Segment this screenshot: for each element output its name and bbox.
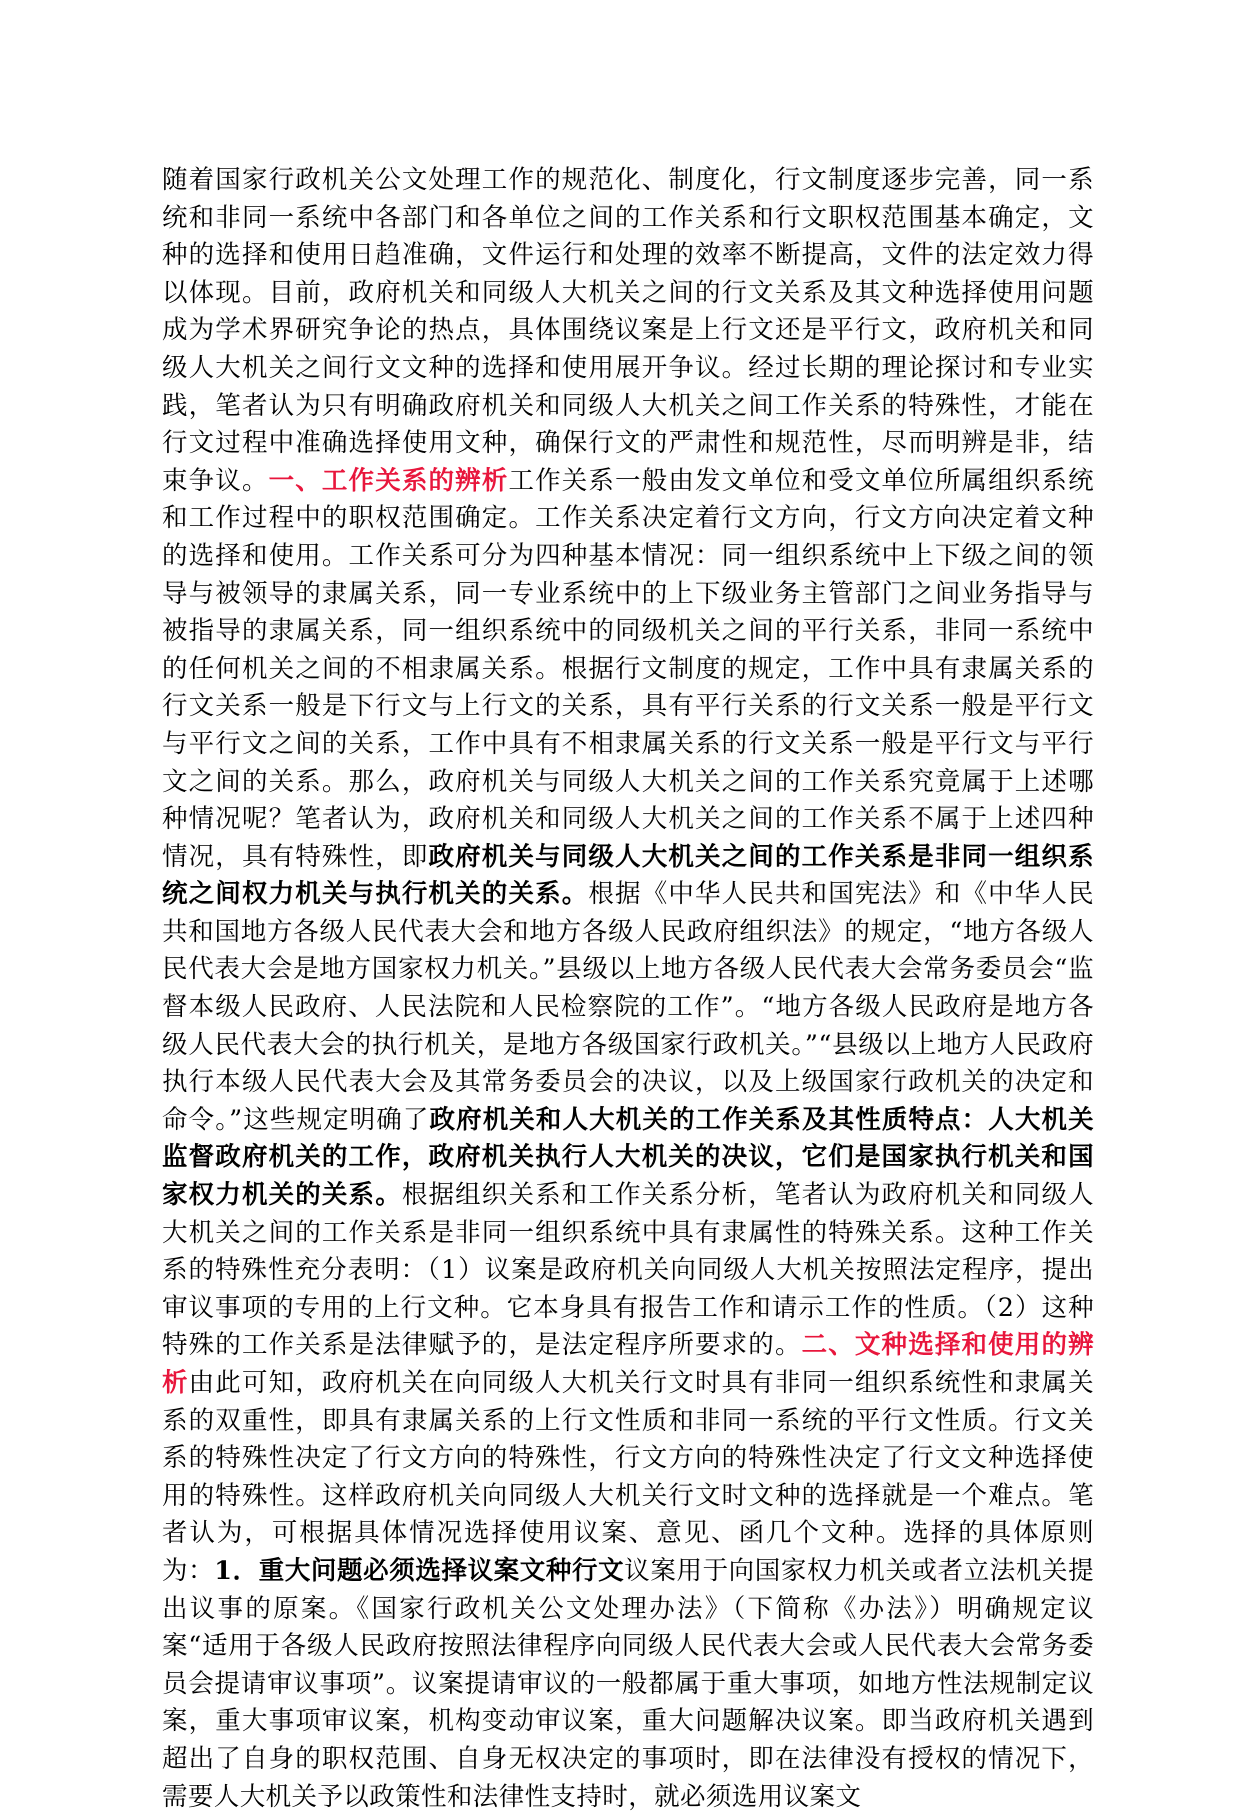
article-body — [162, 162, 1094, 1816]
section-heading-2: 二、文种选择和使用的辨析 — [162, 1330, 1094, 1398]
section1-bold-2: 政府机关和人大机关的工作关系及其性质特点：人大机关监督政府机关的工作，政府机关执行人大机关的决议，它们是国家执行机关和国家权力机关的关系。 — [162, 1104, 1094, 1211]
section2-text-1: 由此可知，政府机关在向同级人大机关行文时具有非同一组织系统性和隶属关系的双重性，即具有隶属关系的上行文性质和非同一系统的平行文性质。行文关系的特殊性决定了行文方向的特殊性，行文方向的特殊性决定了行文文种选择使用的特殊性。这样政府机关向同级人大机关行文时文种的选择就是一个难点。笔者认为，可根据具体情况选择使用议案、意见、函几个文种。选择的具体原则为： — [162, 1368, 1094, 1586]
section1-text-3: 根据组织关系和工作关系分析，笔者认为政府机关和同级人大机关之间的工作关系是非同一组织系统中具有隶属性的特殊关系。这种工作关系的特殊性充分表明：（1）议案是政府机关向同级人大机关按照法定程序，提出审议事项的专用的上行文种。它本身具有报告工作和请示工作的性质。（2）这种特殊的工作关系是法律赋予的，是法定程序所要求的。 — [162, 1180, 1094, 1361]
section1-text-1: 工作关系一般由发文单位和受文单位所属组织系统和工作过程中的职权范围确定。工作关系决定着行文方向，行文方向决定着文种的选择和使用。工作关系可分为四种基本情况：同一组织系统中上下级之间的领导与被领导的隶属关系，同一专业系统中的上下级业务主管部门之间业务指导与被指导的隶属关系，同一组织系统中的同级机关之间的平行关系，非同一系统中的任何机关之间的不相隶属关系。根据行文制度的规定，工作中具有隶属关系的行文关系一般是下行文与上行文的关系，具有平行关系的行文关系一般是平行文与平行文之间的关系，工作中具有不相隶属关系的行文关系一般是平行文与平行文之间的关系。那么，政府机关与同级人大机关之间的工作关系究竟属于上述哪种情况呢？笔者认为，政府机关和同级人大机关之间的工作关系不属于上述四种情况，具有特殊性，即 — [162, 465, 1094, 872]
section2-text-2: 议案用于向国家权力机关或者立法机关提出议事的原案。《国家行政机关公文处理办法》（下简称《办法》）明确规定议案“适用于各级人民政府按照法律程序向同级人民代表大会或人民代表大会常务委员会提请审议事项”。议案提请审议的一般都属于重大事项，如地方性法规制定议案，重大事项审议案，机构变动审议案，重大问题解决议案。即当政府机关遇到超出了自身的职权范围、自身无权决定的事项时，即在法律没有授权的情况下，需要人大机关予以政策性和法律性支持时，就必须选用议案文 — [162, 1555, 1094, 1812]
section1-text-2: 根据《中华人民共和国宪法》和《中华人民共和国地方各级人民代表大会和地方各级人民政府组织法》的规定，“地方各级人民代表大会是地方国家权力机关。”县级以上地方各级人民代表大会常务委员会“监督本级人民政府、人民法院和人民检察院的工作”。“地方各级人民政府是地方各级人民代表大会的执行机关，是地方各级国家行政机关。”“县级以上地方人民政府执行本级人民代表大会及其常务委员会的决议，以及上级国家行政机关的决定和命令。”这些规定明确了 — [162, 879, 1094, 1135]
section2-bold-1: 1．重大问题必须选择议案文种行文 — [214, 1555, 625, 1586]
section-heading-1: 一、工作关系的辨析 — [268, 465, 509, 496]
section1-bold-1: 政府机关与同级人大机关之间的工作关系是非同一组织系统之间权力机关与执行机关的关系。 — [162, 841, 1094, 910]
intro-text: 随着国家行政机关公文处理工作的规范化、制度化，行文制度逐步完善，同一系统和非同一系统中各部门和各单位之间的工作关系和行文职权范围基本确定，文种的选择和使用日趋准确，文件运行和处理的效率不断提高，文件的法定效力得以体现。目前，政府机关和同级人大机关之间的行文关系及其文种选择使用问题成为学术界研究争论的热点，具体围绕议案是上行文还是平行文，政府机关和同级人大机关之间行文文种的选择和使用展开争议。经过长期的理论探讨和专业实践，笔者认为只有明确政府机关和同级人大机关之间工作关系的特殊性，才能在行文过程中准确选择使用文种，确保行文的严肃性和规范性，尽而明辨是非，结束争议。 — [162, 165, 1094, 496]
document-page — [162, 162, 1094, 1816]
